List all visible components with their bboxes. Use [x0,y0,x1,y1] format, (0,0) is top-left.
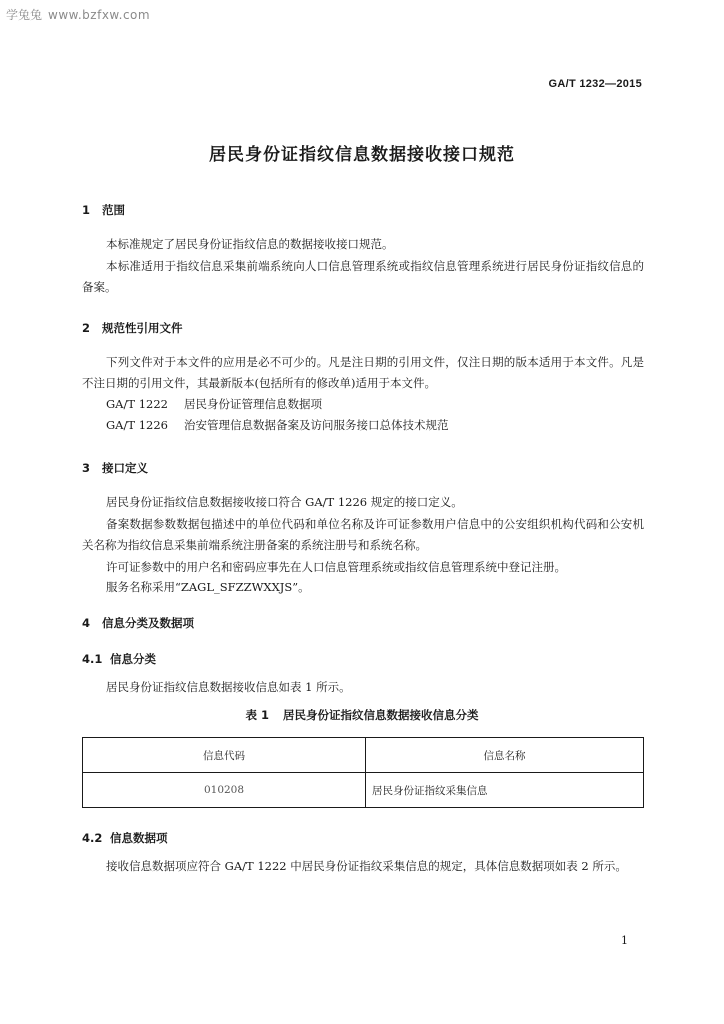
document-title: 居民身份证指纹信息数据接收接口规范 [209,145,515,165]
section-number: 2 [82,321,91,335]
subsection-number: 4.1 [82,652,103,666]
table-row [83,773,644,808]
reference-title: 居民身份证管理信息数据项 [184,397,322,411]
table-caption-text: 居民身份证指纹信息数据接收信息分类 [283,708,479,722]
section-title: 信息分类及数据项 [102,616,194,630]
reference-item [106,417,449,433]
page-number: 1 [621,934,628,947]
subsection-number: 4.2 [82,831,103,845]
subsection-4-1-paragraph: 居民身份证指纹信息数据接收信息如表 1 所示。 [106,680,351,694]
table-cell: 010208 [83,773,366,808]
watermark-url: www.bzfxw.com [48,8,151,22]
subsection-4-2-paragraph: 接收信息数据项应符合 GA/T 1222 中居民身份证指纹采集信息的规定，具体信息数据项如表 2 所示。 [106,859,627,873]
table-header-cell: 信息代码 [83,738,366,773]
section-title: 规范性引用文件 [102,321,183,335]
reference-title: 治安管理信息数据备案及访问服务接口总体技术规范 [184,418,449,432]
section-2-paragraph: 下列文件对于本文件的应用是必不可少的。凡是注日期的引用文件，仅注日期的版本适用于本文件。凡是不注日期的引用文件，其最新版本(包括所有的修改单)适用于本文件。 [82,355,644,390]
section-title: 范围 [102,203,125,217]
subsection-title: 信息分类 [110,652,156,666]
section-1-paragraph: 本标准适用于指纹信息采集前端系统向人口信息管理系统或指纹信息管理系统进行居民身份证指纹信息的备案。 [82,259,644,294]
section-1-heading [82,202,125,218]
section-number: 1 [82,203,91,217]
reference-code: GA/T 1226 [106,418,168,432]
watermark [6,6,150,23]
section-3-paragraph: 服务名称采用“ZAGL_SFZZWXXJS”。 [106,580,310,594]
section-title: 接口定义 [102,461,148,475]
section-number: 3 [82,461,91,475]
section-number: 4 [82,616,91,630]
reference-item [106,396,322,412]
section-4-heading [82,615,194,631]
section-3-paragraph: 许可证参数中的用户名和密码应事先在人口信息管理系统或指纹信息管理系统中登记注册。 [106,560,566,574]
table-header-row [83,738,644,773]
section-3-paragraph: 居民身份证指纹信息数据接收接口符合 GA/T 1226 规定的接口定义。 [106,495,463,509]
table-1-caption [0,707,724,723]
standard-code: GA/T 1232—2015 [548,78,642,90]
section-3-paragraph: 备案数据参数数据包描述中的单位代码和单位名称及许可证参数用户信息中的公安组织机构代码和公安机关名称为指纹信息采集前端系统注册备案的系统注册号和系统名称。 [82,517,644,552]
subsection-title: 信息数据项 [110,831,168,845]
reference-code: GA/T 1222 [106,397,168,411]
table-header-cell: 信息名称 [366,738,644,773]
section-1-paragraph: 本标准规定了居民身份证指纹信息的数据接收接口规范。 [106,237,394,251]
section-3-heading [82,460,148,476]
table-cell: 居民身份证指纹采集信息 [366,773,644,808]
watermark-site-name: 学兔兔 [6,8,43,22]
subsection-4-2-heading [82,830,168,846]
subsection-4-1-heading [82,651,156,667]
table-number: 表 1 [245,708,269,722]
section-2-heading [82,320,183,336]
table-1 [82,737,644,808]
